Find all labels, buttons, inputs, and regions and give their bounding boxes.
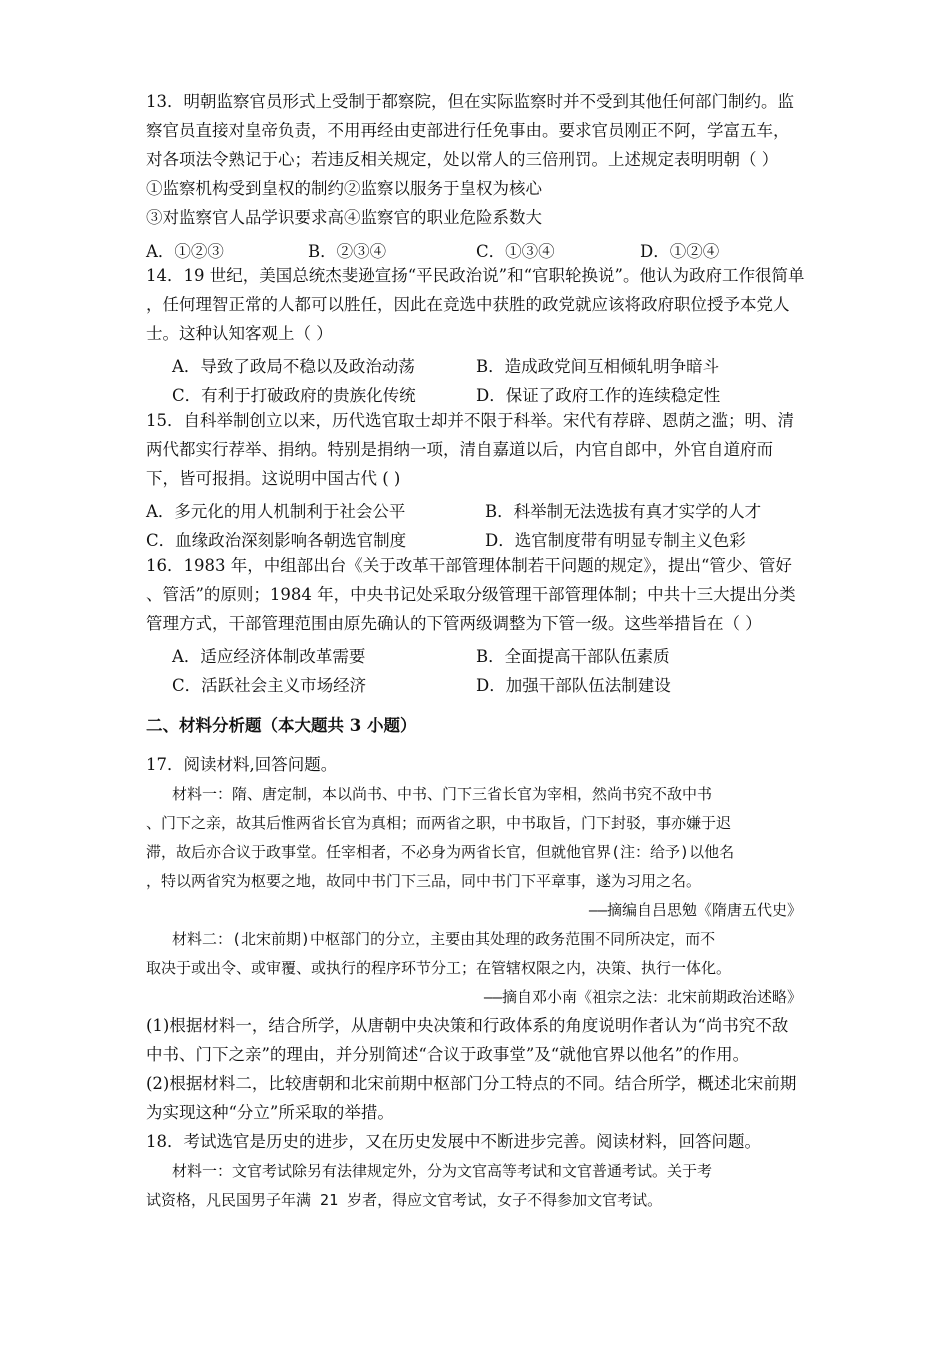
q18-material-line: 试资格，凡民国男子年满 21 岁者，得应文官考试，女子不得参加文官考试。 (146, 1191, 663, 1209)
q17-material-line: ，特以两省究为枢要之地，故同中书门下三品，同中书门下平章事，遂为习用之名。 (146, 872, 702, 890)
q16-option-c[interactable]: C．活跃社会主义市场经济 (172, 676, 367, 695)
q17-subquestion-line: 为实现这种“分立”所采取的举措。 (146, 1103, 394, 1122)
q16-stem-line: 管理方式，干部管理范围由原先确认的下管两级调整为下管一级。这些举措旨在（ ） (146, 614, 762, 633)
q16-option-b[interactable]: B．全面提高干部队伍素质 (476, 647, 670, 666)
q15-option-c[interactable]: C．血缘政治深刻影响各朝选官制度 (146, 531, 407, 550)
q18-intro: 18．考试选官是历史的进步，又在历史发展中不断进步完善。阅读材料，回答问题。 (146, 1132, 761, 1151)
q15-stem-line: 15．自科举制创立以来，历代选官取士却并不限于科举。宋代有荐辟、恩荫之滥；明、清 (146, 411, 794, 430)
q17-material-line: 、门下之亲，故其后惟两省长官为真相；而两省之职，中书取旨，门下封驳，事亦嫌于迟 (146, 814, 732, 832)
q16-stem-line: 16．1983 年，中组部出台《关于改革干部管理体制若干问题的规定》，提出“管少、管好 (146, 556, 792, 575)
q17-subquestion-line: (1)根据材料一，结合所学，从唐朝中央决策和行政体系的角度说明作者认为“尚书究不敌 (146, 1016, 789, 1035)
q15-option-a[interactable]: A．多元化的用人机制利于社会公平 (146, 502, 406, 521)
q16-option-d[interactable]: D．加强干部队伍法制建设 (476, 676, 671, 695)
q13-stem-line: 对各项法令熟记于心；若违反相关规定，处以常人的三倍刑罚。上述规定表明明朝（ ） (146, 150, 779, 169)
q14-stem-line: ，任何理智正常的人都可以胜任，因此在竞选中获胜的政党就应该将政府职位授予本党人 (146, 295, 790, 314)
q14-option-d[interactable]: D．保证了政府工作的连续稳定性 (476, 386, 721, 405)
q17-material-line: 滞，故后亦合议于政事堂。任宰相者，不必身为两省长官，但就他官界(注：给予)以他名 (146, 843, 735, 861)
q15-stem-line: 下，皆可报捐。这说明中国古代 ( ) (146, 469, 401, 488)
q14-option-c[interactable]: C．有利于打破政府的贵族化传统 (172, 386, 416, 405)
q17-material-line: 材料一：隋、唐定制，本以尚书、中书、门下三省长官为宰相，然尚书究不敌中书 (172, 785, 713, 803)
q17-subquestion-line: (2)根据材料二，比较唐朝和北宋前期中枢部门分工特点的不同。结合所学，概述北宋前期 (146, 1074, 797, 1093)
q14-stem-line: 士。这种认知客观上（ ） (146, 324, 333, 343)
q15-option-d[interactable]: D．选官制度带有明显专制主义色彩 (485, 531, 746, 550)
q14-option-b[interactable]: B．造成政党间互相倾轧明争暗斗 (476, 357, 720, 376)
q13-option-b[interactable]: B．②③④ (308, 242, 387, 261)
q16-stem-line: 、管活”的原则；1984 年，中央书记处采取分级管理干部管理体制；中共十三大提出分类 (146, 585, 796, 604)
q13-statement: ①监察机构受到皇权的制约②监察以服务于皇权为核心 (146, 179, 542, 198)
q16-option-a[interactable]: A．适应经济体制改革需要 (172, 647, 366, 666)
q17-material-line: 取决于或出令、或审覆、或执行的程序环节分工；在管辖权限之内，决策、执行一体化。 (146, 959, 732, 977)
q13-statement: ③对监察官人品学识要求高④监察官的职业危险系数大 (146, 208, 542, 227)
q13-stem-line: 13．明朝监察官员形式上受制于都察院，但在实际监察时并不受到其他任何部门制约。监 (146, 92, 794, 111)
q17-material-line: 材料二：(北宋前期)中枢部门的分立，主要由其处理的政务范围不同所决定，而不 (172, 930, 716, 948)
q15-stem-line: 两代都实行荐举、捐纳。特别是捐纳一项，清自嘉道以后，内官自郎中，外官自道府而 (146, 440, 773, 459)
q13-option-a[interactable]: A．①②③ (146, 242, 224, 261)
q15-option-b[interactable]: B．科举制无法选拔有真才实学的人才 (485, 502, 762, 521)
q17-source-citation: ——摘编自吕思勉《隋唐五代史》 (588, 901, 802, 919)
q14-stem-line: 14．19 世纪，美国总统杰斐逊宣扬“平民政治说”和“官职轮换说”。他认为政府工作很简单 (146, 266, 805, 285)
q13-option-d[interactable]: D．①②④ (640, 242, 720, 261)
q17-source-citation: ——摘自邓小南《祖宗之法：北宋前期政治述略》 (483, 988, 802, 1006)
q14-option-a[interactable]: A．导致了政局不稳以及政治动荡 (172, 357, 415, 376)
q17-intro: 17．阅读材料,回答问题。 (146, 755, 338, 774)
q17-subquestion-line: 中书、门下之亲”的理由，并分别简述“合议于政事堂”及“就他官界以他名”的作用。 (146, 1045, 750, 1064)
q18-material-line: 材料一：文官考试除另有法律规定外，分为文官高等考试和文官普通考试。关于考 (172, 1162, 713, 1180)
section-heading: 二、材料分析题（本大题共 3 小题） (146, 716, 417, 735)
q13-stem-line: 察官员直接对皇帝负责，不用再经由吏部进行任免事由。要求官员刚正不阿，学富五车， (146, 121, 790, 140)
q13-option-c[interactable]: C．①③④ (476, 242, 555, 261)
